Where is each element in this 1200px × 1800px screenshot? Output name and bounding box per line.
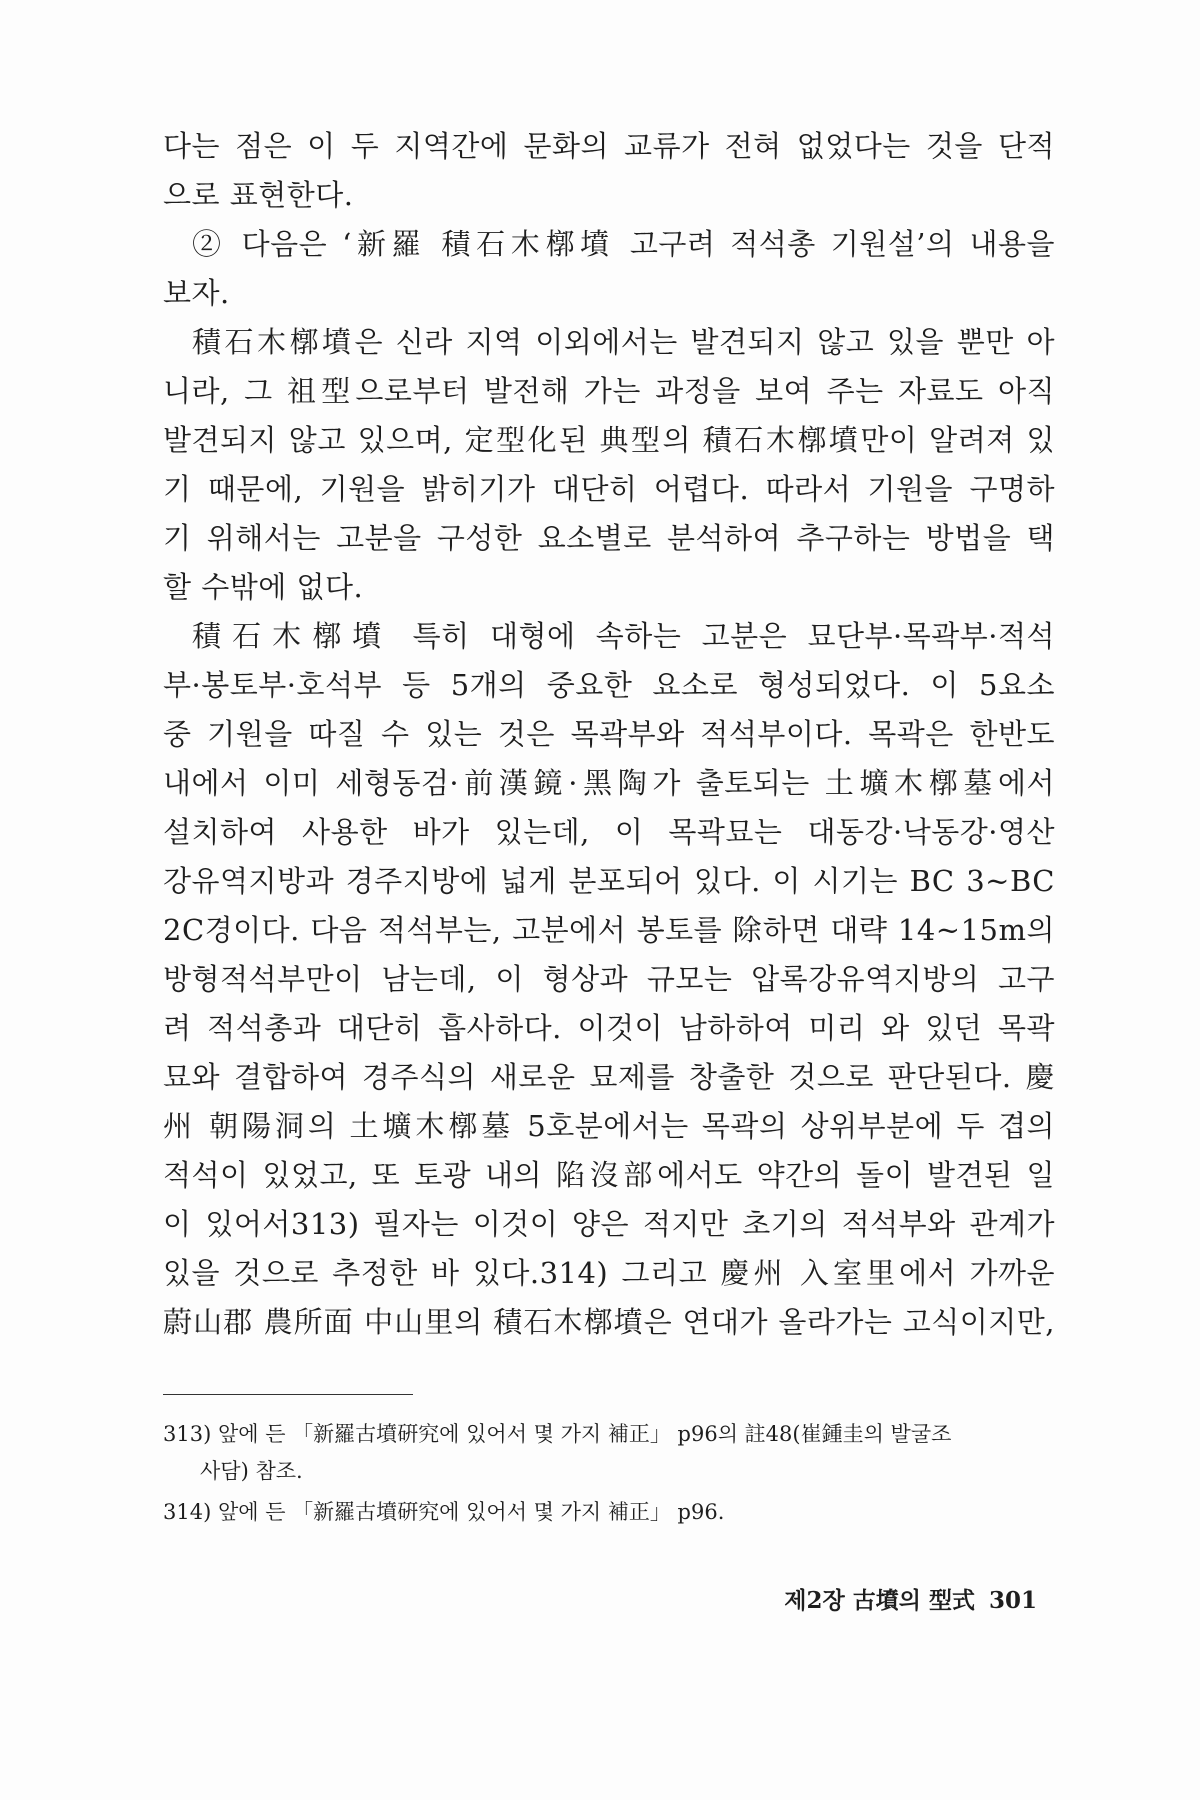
text-line: 이 있어서313) 필자는 이것이 양은 적지만 초기의 적석부와 관계가 — [163, 1207, 1055, 1241]
text-line: 기 때문에, 기원을 밝히기가 대단히 어렵다. 따라서 기원을 구명하 — [163, 472, 1055, 506]
running-footer — [784, 1582, 1037, 1615]
text-line: 방형적석부만이 남는데, 이 형상과 규모는 압록강유역지방의 고구 — [163, 962, 1055, 996]
text-line: 니라, 그 祖型으로부터 발전해 가는 과정을 보여 주는 자료도 아직 — [163, 374, 1055, 408]
text-line: 있을 것으로 추정한 바 있다.314) 그리고 慶州 入室里에서 가까운 — [163, 1256, 1055, 1290]
text-line: 州 朝陽洞의 土壙木槨墓 5호분에서는 목곽의 상위부분에 두 겹의 — [163, 1109, 1055, 1143]
page-number: 301 — [988, 1587, 1037, 1614]
text-line: 으로 표현한다. — [163, 178, 354, 212]
footnote-divider — [163, 1394, 413, 1395]
text-line: 중 기원을 따질 수 있는 것은 목곽부와 적석부이다. 목곽은 한반도 — [163, 717, 1055, 751]
footnote-313: 313) 앞에 든 「新羅古墳硏究에 있어서 몇 가지 補正」 p96의 註48(崔鍾圭의 발굴조 — [163, 1422, 952, 1446]
footnotes — [163, 1416, 1055, 1531]
text-line: 2C경이다. 다음 적석부는, 고분에서 봉토를 除하면 대략 14~15m의 — [163, 913, 1055, 947]
chapter-title: 제2장 古墳의 型式 — [784, 1587, 975, 1614]
text-line: 적석이 있었고, 또 토광 내의 陷沒部에서도 약간의 돌이 발견된 일 — [163, 1158, 1055, 1192]
text-line: 보자. — [163, 276, 230, 310]
text-line: 할 수밖에 없다. — [163, 570, 364, 604]
text-line: 蔚山郡 農所面 中山里의 積石木槨墳은 연대가 올라가는 고식이지만, — [163, 1305, 1055, 1339]
text-line: 설치하여 사용한 바가 있는데, 이 목곽묘는 대동강·낙동강·영산 — [163, 815, 1055, 849]
text-line: 積石木槨墳은 신라 지역 이외에서는 발견되지 않고 있을 뿐만 아 — [192, 325, 1055, 359]
text-line: 다는 점은 이 두 지역간에 문화의 교류가 전혀 없었다는 것을 단적 — [163, 129, 1055, 163]
text-line: 부·봉토부·호석부 등 5개의 중요한 요소로 형성되었다. 이 5요소 — [163, 668, 1055, 702]
text-line: 積石木槨墳 특히 대형에 속하는 고분은 묘단부·목곽부·적석 — [192, 619, 1055, 653]
footnote-314: 314) 앞에 든 「新羅古墳硏究에 있어서 몇 가지 補正」 p96. — [163, 1500, 725, 1524]
text-line: 내에서 이미 세형동검·前漢鏡·黑陶가 출토되는 土壙木槨墓에서 — [163, 766, 1055, 800]
text-line: 발견되지 않고 있으며, 定型化된 典型의 積石木槨墳만이 알려져 있 — [163, 423, 1055, 457]
text-line: ② 다음은 ‘新羅 積石木槨墳 고구려 적석총 기원설’의 내용을 — [192, 227, 1055, 261]
text-line: 강유역지방과 경주지방에 넓게 분포되어 있다. 이 시기는 BC 3~BC — [163, 864, 1055, 898]
text-line: 려 적석총과 대단히 흡사하다. 이것이 남하하여 미리 와 있던 목곽 — [163, 1011, 1055, 1045]
body-text — [163, 122, 1055, 1347]
text-line: 묘와 결합하여 경주식의 새로운 묘제를 창출한 것으로 판단된다. 慶 — [163, 1060, 1055, 1094]
text-line: 기 위해서는 고분을 구성한 요소별로 분석하여 추구하는 방법을 택 — [163, 521, 1055, 555]
footnote-313-continuation: 사담) 참조. — [200, 1459, 303, 1483]
